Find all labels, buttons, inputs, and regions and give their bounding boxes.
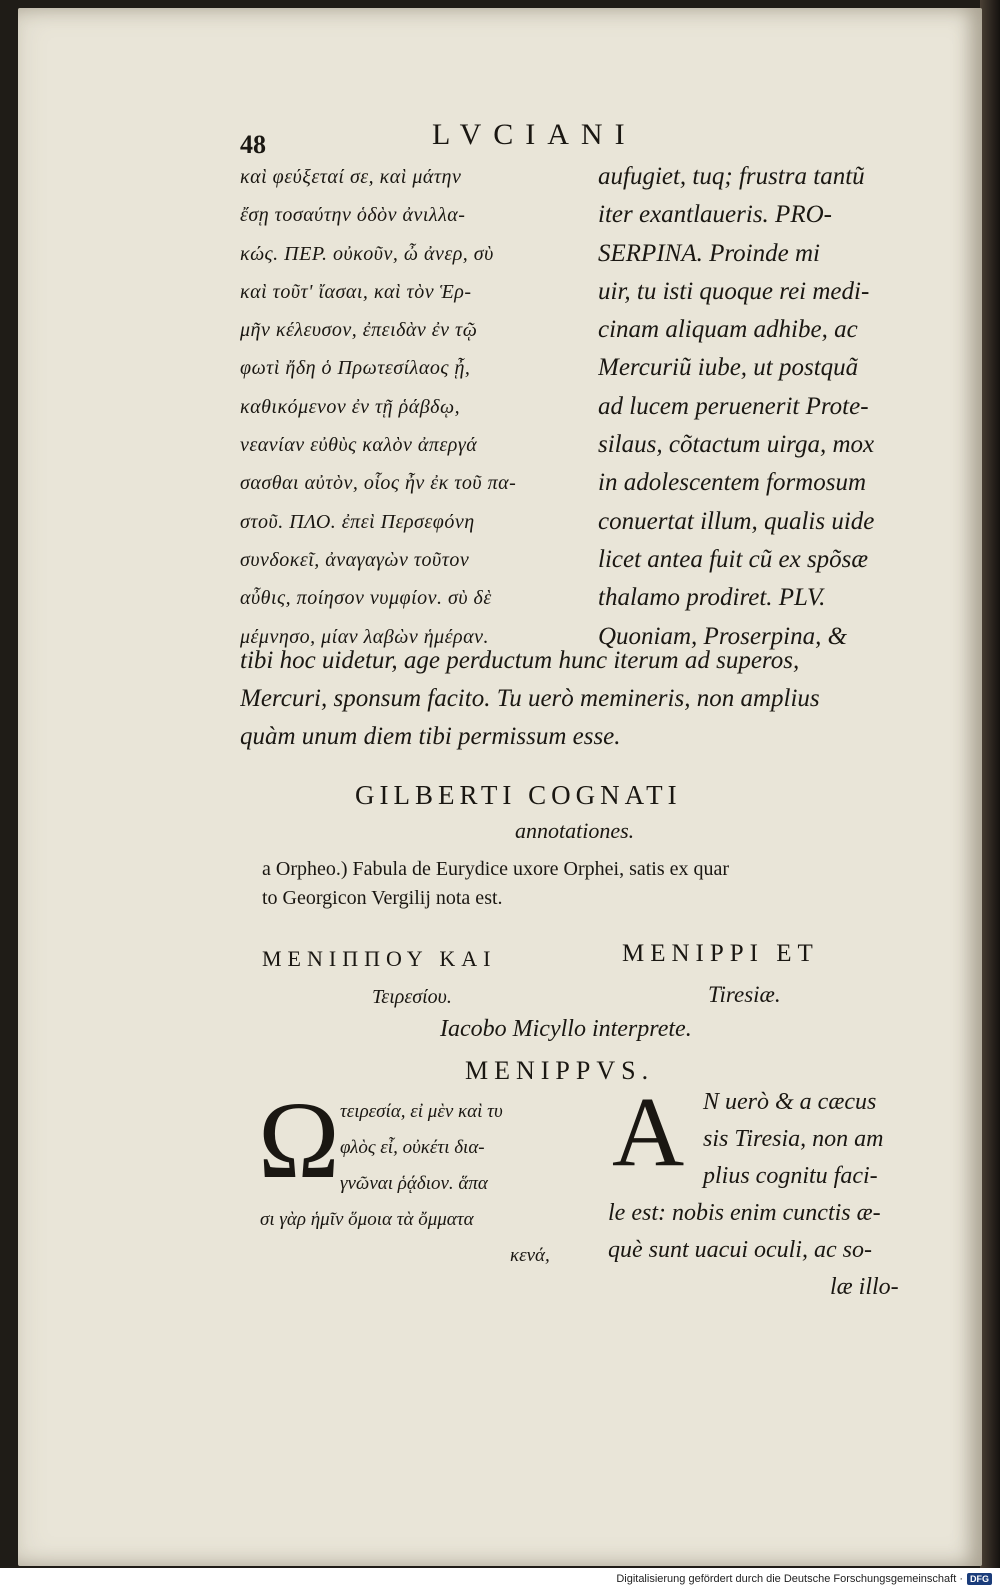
latin-line: ad lucem peruenerit Prote- bbox=[598, 392, 869, 420]
latin-line: aufugiet, tuq; frustra tantũ bbox=[598, 163, 865, 190]
greek-line: τειρεσία, εἰ μὲν καὶ τυ bbox=[340, 1101, 503, 1122]
greek-dialogue-column bbox=[260, 1094, 580, 1274]
greek-line: κενά, bbox=[510, 1245, 550, 1266]
greek-column bbox=[240, 158, 580, 656]
latin-line: SERPINA. Proinde mi bbox=[598, 239, 820, 267]
latin-line: conuertat illum, qualis uide bbox=[598, 507, 875, 535]
annotations-subtitle: annotationes. bbox=[515, 818, 635, 843]
latin-line: in adolescentem formosum bbox=[598, 469, 867, 497]
greek-line: μῆν κέλευσον, ἐπειδὰν ἐν τῷ bbox=[240, 319, 478, 342]
funding-credit: Digitalisierung gefördert durch die Deutsche Forschungsgemeinschaft · bbox=[616, 1573, 963, 1585]
interpreter-line: Iacobo Micyllo interprete. bbox=[440, 1016, 692, 1042]
latin-line: què sunt uacui oculi, ac so- bbox=[608, 1237, 872, 1263]
latin-line: læ illo- bbox=[830, 1274, 899, 1300]
latin-line: licet antea fuit cũ ex spõsæ bbox=[598, 545, 869, 573]
greek-line: φωτὶ ἤδη ὁ Πρωτεσίλαος ᾖ, bbox=[240, 357, 471, 380]
latin-line: Mercuriũ iube, ut postquã bbox=[598, 354, 859, 382]
dialogue-greek-subtitle: Τειρεσίου. bbox=[372, 986, 452, 1008]
dfg-logo: DFG bbox=[967, 1573, 992, 1585]
greek-line: καὶ τοῦτ' ἴασαι, καὶ τὸν Ἑρ- bbox=[240, 280, 472, 303]
full-width-paragraph bbox=[240, 642, 940, 756]
greek-line: στοῦ. ΠΛΟ. ἐπεὶ Περσεφόνη bbox=[240, 510, 475, 533]
greek-line: σι γὰρ ἡμῖν ὅμοια τὰ ὄμματα bbox=[260, 1209, 474, 1230]
latin-line: cinam aliquam adhibe, ac bbox=[598, 316, 858, 344]
latin-line: silaus, cõtactum uirga, mox bbox=[598, 431, 875, 459]
latin-line: plius cognitu faci- bbox=[703, 1163, 878, 1189]
latin-dialogue-column bbox=[608, 1076, 938, 1306]
latin-drop-initial: A bbox=[612, 1076, 685, 1187]
greek-line: σασθαι αὐτὸν, οἷος ἦν ἐκ τοῦ πα- bbox=[240, 472, 517, 495]
book-spine bbox=[980, 0, 1000, 1568]
annotation-line: to Georgicon Vergilij nota est. bbox=[262, 887, 503, 909]
latin-line: le est: nobis enim cunctis æ- bbox=[608, 1200, 881, 1226]
running-head: LVCIANI bbox=[432, 118, 637, 151]
greek-line: ἔσῃ τοσαύτην ὁδὸν ἀνιλλα- bbox=[240, 204, 466, 227]
latin-line: iter exantlaueris. PRO- bbox=[598, 201, 832, 229]
greek-line: καθικόμενον ἐν τῇ ῥάβδῳ, bbox=[240, 395, 461, 418]
latin-line: tibi hoc uidetur, age perductum hunc iterum ad superos, bbox=[240, 647, 800, 674]
latin-line: uir, tu isti quoque rei medi- bbox=[598, 277, 870, 305]
latin-line: sis Tiresia, non am bbox=[703, 1126, 884, 1152]
greek-line: φλὸς εἶ, οὐκέτι δια- bbox=[340, 1137, 485, 1158]
greek-line: νεανίαν εὐθὺς καλὸν ἀπεργά bbox=[240, 434, 478, 457]
greek-drop-initial: Ω bbox=[258, 1079, 340, 1201]
greek-line: συνδοκεῖ, ἀναγαγὼν τοῦτον bbox=[240, 548, 470, 571]
greek-line: γνῶναι ῥᾴδιον. ἅπα bbox=[340, 1173, 488, 1194]
latin-line: thalamo prodiret. PLV. bbox=[598, 584, 826, 612]
page-number: 48 bbox=[240, 130, 266, 159]
latin-line: Quoniam, Proserpina, & bbox=[598, 622, 848, 650]
speaker-heading: MENIPPVS. bbox=[465, 1056, 655, 1085]
greek-line: κώς. ΠΕΡ. οὐκοῦν, ὦ ἀνερ, σὺ bbox=[240, 242, 494, 265]
dialogue-greek-title: ΜΕΝΙΠΠΟΥ ΚΑΙ bbox=[262, 946, 497, 971]
latin-line: Mercuri, sponsum facito. Tu uerò memineris, non amplius bbox=[240, 685, 820, 712]
dialogue-latin-title: MENIPPI ET bbox=[622, 940, 819, 967]
dialogue-latin-subtitle: Tiresiæ. bbox=[708, 982, 781, 1007]
annotation-line: a Orpheo.) Fabula de Eurydice uxore Orphei, satis ex quar bbox=[262, 858, 730, 880]
digitization-footer bbox=[0, 1568, 1000, 1590]
greek-line: μέμνησο, μίαν λαβὼν ἡμέραν. bbox=[240, 625, 490, 648]
greek-line: καὶ φεύξεταί σε, καὶ μάτην bbox=[240, 166, 462, 188]
latin-line: quàm unum diem tibi permissum esse. bbox=[240, 723, 621, 750]
latin-line: N uerò & a cæcus bbox=[703, 1089, 877, 1115]
greek-line: αὖθις, ποίησον νυμφίον. σὺ δὲ bbox=[240, 587, 492, 610]
latin-column bbox=[598, 158, 938, 656]
book-page bbox=[18, 8, 982, 1566]
annotations-title: GILBERTI COGNATI bbox=[355, 780, 682, 810]
